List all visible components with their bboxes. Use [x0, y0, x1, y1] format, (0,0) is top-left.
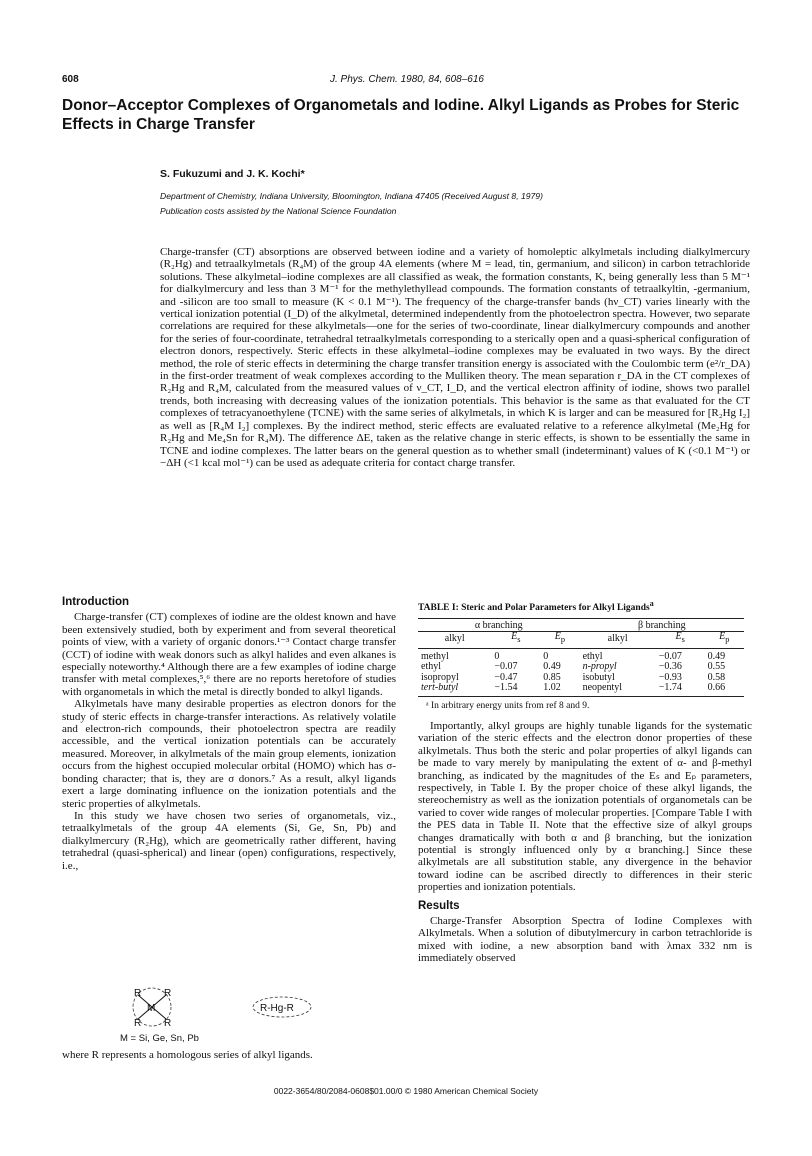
linear-structure [253, 997, 311, 1017]
alpha-branching-header: α branching [418, 618, 580, 632]
cell-alkyl-b: isobutyl [582, 671, 615, 683]
authors: S. Fukuzumi and J. K. Kochi* [160, 168, 305, 180]
paper-title: Donor–Acceptor Complexes of Organometals and Iodine. Alkyl Ligands as Probes for Steric Effects in Charge Transfer [62, 97, 740, 133]
table-footnote: ᵃ In arbitrary energy units from ref 8 and 9. [426, 700, 590, 711]
table-row [418, 662, 744, 673]
cell-ep-b: 0.49 [707, 650, 726, 662]
affiliation: Department of Chemistry, Indiana University, Bloomington, Indiana 47405 (Received August 8, 1979) [160, 191, 543, 201]
cell-alkyl-b: n-propyl [582, 661, 617, 673]
col-ep-a: $E_p$ [540, 632, 579, 649]
table-row [418, 673, 744, 684]
cell-ep-a: 1.02 [540, 683, 579, 696]
running-header [62, 74, 752, 88]
right-body [418, 720, 752, 965]
intro-paragraph-3: In this study we have chosen two series of organometals, viz., tetraalkylmetals of the group 4A elements (Si, Ge, Sn, Pb) and dialkylmercury (R₂Hg), which are geometrically rather different, having tetrahedral (quasi-spherical) and linear (open) configurations, respectively, i.e., [62, 809, 396, 872]
cell-ep-a: 0 [543, 650, 549, 662]
cell-ep-b: 0.55 [707, 661, 726, 673]
metal-list: M = Si, Ge, Sn, Pb [120, 1033, 199, 1043]
introduction-heading: Introduction [62, 596, 130, 608]
col-ep-b: $E_p$ [705, 632, 744, 649]
linear-mercury-formula: R-Hg-R [260, 1003, 294, 1014]
cell-alkyl-b: ethyl [582, 650, 603, 662]
results-heading: Results [418, 899, 460, 912]
cell-alkyl-a: isopropyl [421, 671, 459, 683]
r-ligand-1: R [134, 988, 142, 999]
left-column [62, 596, 396, 872]
cell-es-a: −1.54 [491, 683, 540, 696]
page-number: 608 [62, 74, 79, 85]
cell-es-b: −0.36 [658, 661, 682, 673]
abstract [160, 246, 750, 469]
r-ligand-3: R [134, 1018, 142, 1029]
cell-ep-a: 0.85 [543, 671, 561, 683]
cell-es-a: −0.47 [494, 671, 518, 683]
table-caption-footnote-mark: a [649, 599, 654, 608]
funding-note: Publication costs assisted by the National Science Foundation [160, 206, 397, 216]
cell-es-b: −1.74 [656, 683, 705, 696]
col-alkyl-b: alkyl [580, 632, 656, 649]
table-column-headers [418, 632, 744, 649]
table-caption-text: TABLE I: Steric and Polar Parameters for Alkyl Ligands [418, 603, 650, 614]
right-paragraph-1: Importantly, alkyl groups are highly tunable ligands for the systematic variation of the steric effects and the electron donor properties of these alkylmetals. Thus both the steric and polar properties of alkyl ligands can be made to vary merely by manipulating the extent of α- and β-methyl branching, as indicated by the magnitudes of the Eₛ and Eₚ parameters, respectively, in Table I. By the proper choice of these alkyl ligands, the stereochemistry as well as the ionization potentials of organometals can be varied to cover wide ranges of molecular properties. [Compare Table I with the PES data in Table II. Note that the effective size of alkyl groups changes dramatically with both α and β branching, but the ionization potential is strongly influenced only by α branching.] Since these alkylmetals are all substitution stable, any divergence in the behavior toward iodine can be ascribed directly to differences in their steric properties and ionization potentials. [418, 719, 752, 894]
cell-alkyl-b: neopentyl [580, 683, 656, 696]
col-es-b: $E_s$ [656, 632, 705, 649]
cell-alkyl-a: methyl [421, 650, 449, 662]
results-paragraph-1: Charge-Transfer Absorption Spectra of Iodine Complexes with Alkylmetals. When a solution of dibutylmercury in carbon tetrachloride is mixed with iodine, a new absorption band with λmax 332 nm is immediately observed [418, 915, 752, 965]
copyright-footer: 0022-3654/80/2084-0608$01.00/0 © 1980 American Chemical Society [273, 1086, 539, 1096]
cell-ep-a: 0.49 [543, 661, 561, 673]
col-es-a: $E_s$ [491, 632, 540, 649]
structure-diagram [100, 987, 360, 1043]
r-ligand-4: R [164, 1018, 172, 1029]
steric-parameters-table [418, 618, 744, 697]
tetrahedral-structure [120, 988, 199, 1043]
abstract-text: Charge-transfer (CT) absorptions are observed between iodine and a variety of homoleptic alkylmetals including dialkylmercury (R₂Hg) and tetraalkylmetals (R₄M) of the group 4A elements (where M = lead, tin, germanium, and silicon) in carbon tetrachloride solutions. These alkylmetal–iodine complexes are all classified as weak, the formation constants, K, being generally less than 5 M⁻¹ for dialkylmercury and less than 3 M⁻¹ for the methylethyllead compounds. The formation constants of tetraalkyltin, -germanium, and -silicon are too small to measure (K < 0.1 M⁻¹). The frequency of the charge-transfer bands (hν_CT) varies linearly with the vertical ionization potential (I_D) of the alkylmetal, determined independently from the photoelectron spectra. However, two separate correlations are required for these alkylmetals—one for the series of two-coordinate, linear dialkylmercury compounds and another for the series of four-coordinate, tetrahedral tetraalkylmetals corresponding to a sterically open and a quasi-spherical configuration of electron donors, respectively. Steric effects in these alkylmetal–iodine complexes may be evaluated in two ways. By the direct method, the role of steric effects in determining the charge transfer transition energy is associated with the Coulombic term (e²/r_DA) in the first-order treatment of weak complexes according to the Mulliken theory. The mean separation r_DA in the CT complexes of R₂Hg and R₄M, calculated from the measured values of ν_CT, I_D, and the vertical electron affinity of iodine, shows two parallel trends, both increasing with decreasing values of the ionization potentials. This behavior is the same as that evaluated for the CT complexes of tetracyanoethylene (TCNE) with the same series of alkylmetals, in which K is larger and can be measured for [R₂Hg I₂] as well as [R₄M I₂] complexes. By the indirect method, steric effects are evaluated relative to a reference alkylmetal (Me₂Hg for R₂Hg and Me₄Sn for R₄M). The difference ΔE, taken as the relative change in steric effects, is shown to be essentially the same in TCNE and iodine complexes. The latter bears on the general question as to whether small (indeterminant) values of K (<0.1 M⁻¹) or −ΔH (<1 kcal mol⁻¹) can be used as adequate criteria for contact charge transfer. [160, 246, 750, 469]
table-row [418, 648, 744, 662]
intro-paragraph-2: Alkylmetals have many desirable properties as electron donors for the study of steric effects in charge-transfer interactions. As relatively volatile and electron-rich compounds, their photoelectron spectra are readily accessible, and the vertical ionization potentials can be accurately measured. Moreover, in alkylmetals of the main group elements, ionization occurs from the highest occupied molecular orbital (HOMO) which has σ-bonding character; that is, they are σ donors.⁷ As a result, alkyl ligands exert a large dominating influence on the ionization potentials and the steric properties of alkylmetals. [62, 698, 396, 810]
beta-branching-header: β branching [580, 618, 744, 632]
intro-paragraph-4: where R represents a homologous series of alkyl ligands. [62, 1049, 313, 1061]
cell-es-b: −0.93 [658, 671, 682, 683]
cell-es-a: −0.07 [494, 661, 518, 673]
col-alkyl-a: alkyl [418, 632, 491, 649]
right-column [418, 598, 752, 965]
table-row [418, 683, 744, 696]
cell-ep-b: 0.58 [707, 671, 726, 683]
cell-alkyl-a: ethyl [421, 661, 441, 673]
intro-paragraph-1: Charge-transfer (CT) complexes of iodine are the oldest known and have been extensively studied, both by experiment and from several theoretical points of view, with a variety of organic donors.¹⁻³ Contact charge transfer (CCT) of iodine with weak donors such as alkyl halides and even alkanes is especially noteworthy.⁴ Although there are a few examples of iodine charge transfer with metal complexes,⁵,⁶ there are no reports heretofore of studies with organometals in which the metal is directly bonded to alkyl ligands. [62, 611, 396, 698]
cell-alkyl-a: tert-butyl [418, 683, 491, 696]
journal-citation: J. Phys. Chem. 1980, 84, 608–616 [330, 74, 484, 85]
metal-symbol: M [147, 1003, 156, 1014]
table-caption [418, 598, 752, 615]
table-group-header [418, 618, 744, 632]
cell-ep-b: 0.66 [705, 683, 744, 696]
r-ligand-2: R [164, 988, 172, 999]
left-column-end [62, 1049, 396, 1061]
cell-es-b: −0.07 [658, 650, 682, 662]
cell-es-a: 0 [494, 650, 500, 662]
